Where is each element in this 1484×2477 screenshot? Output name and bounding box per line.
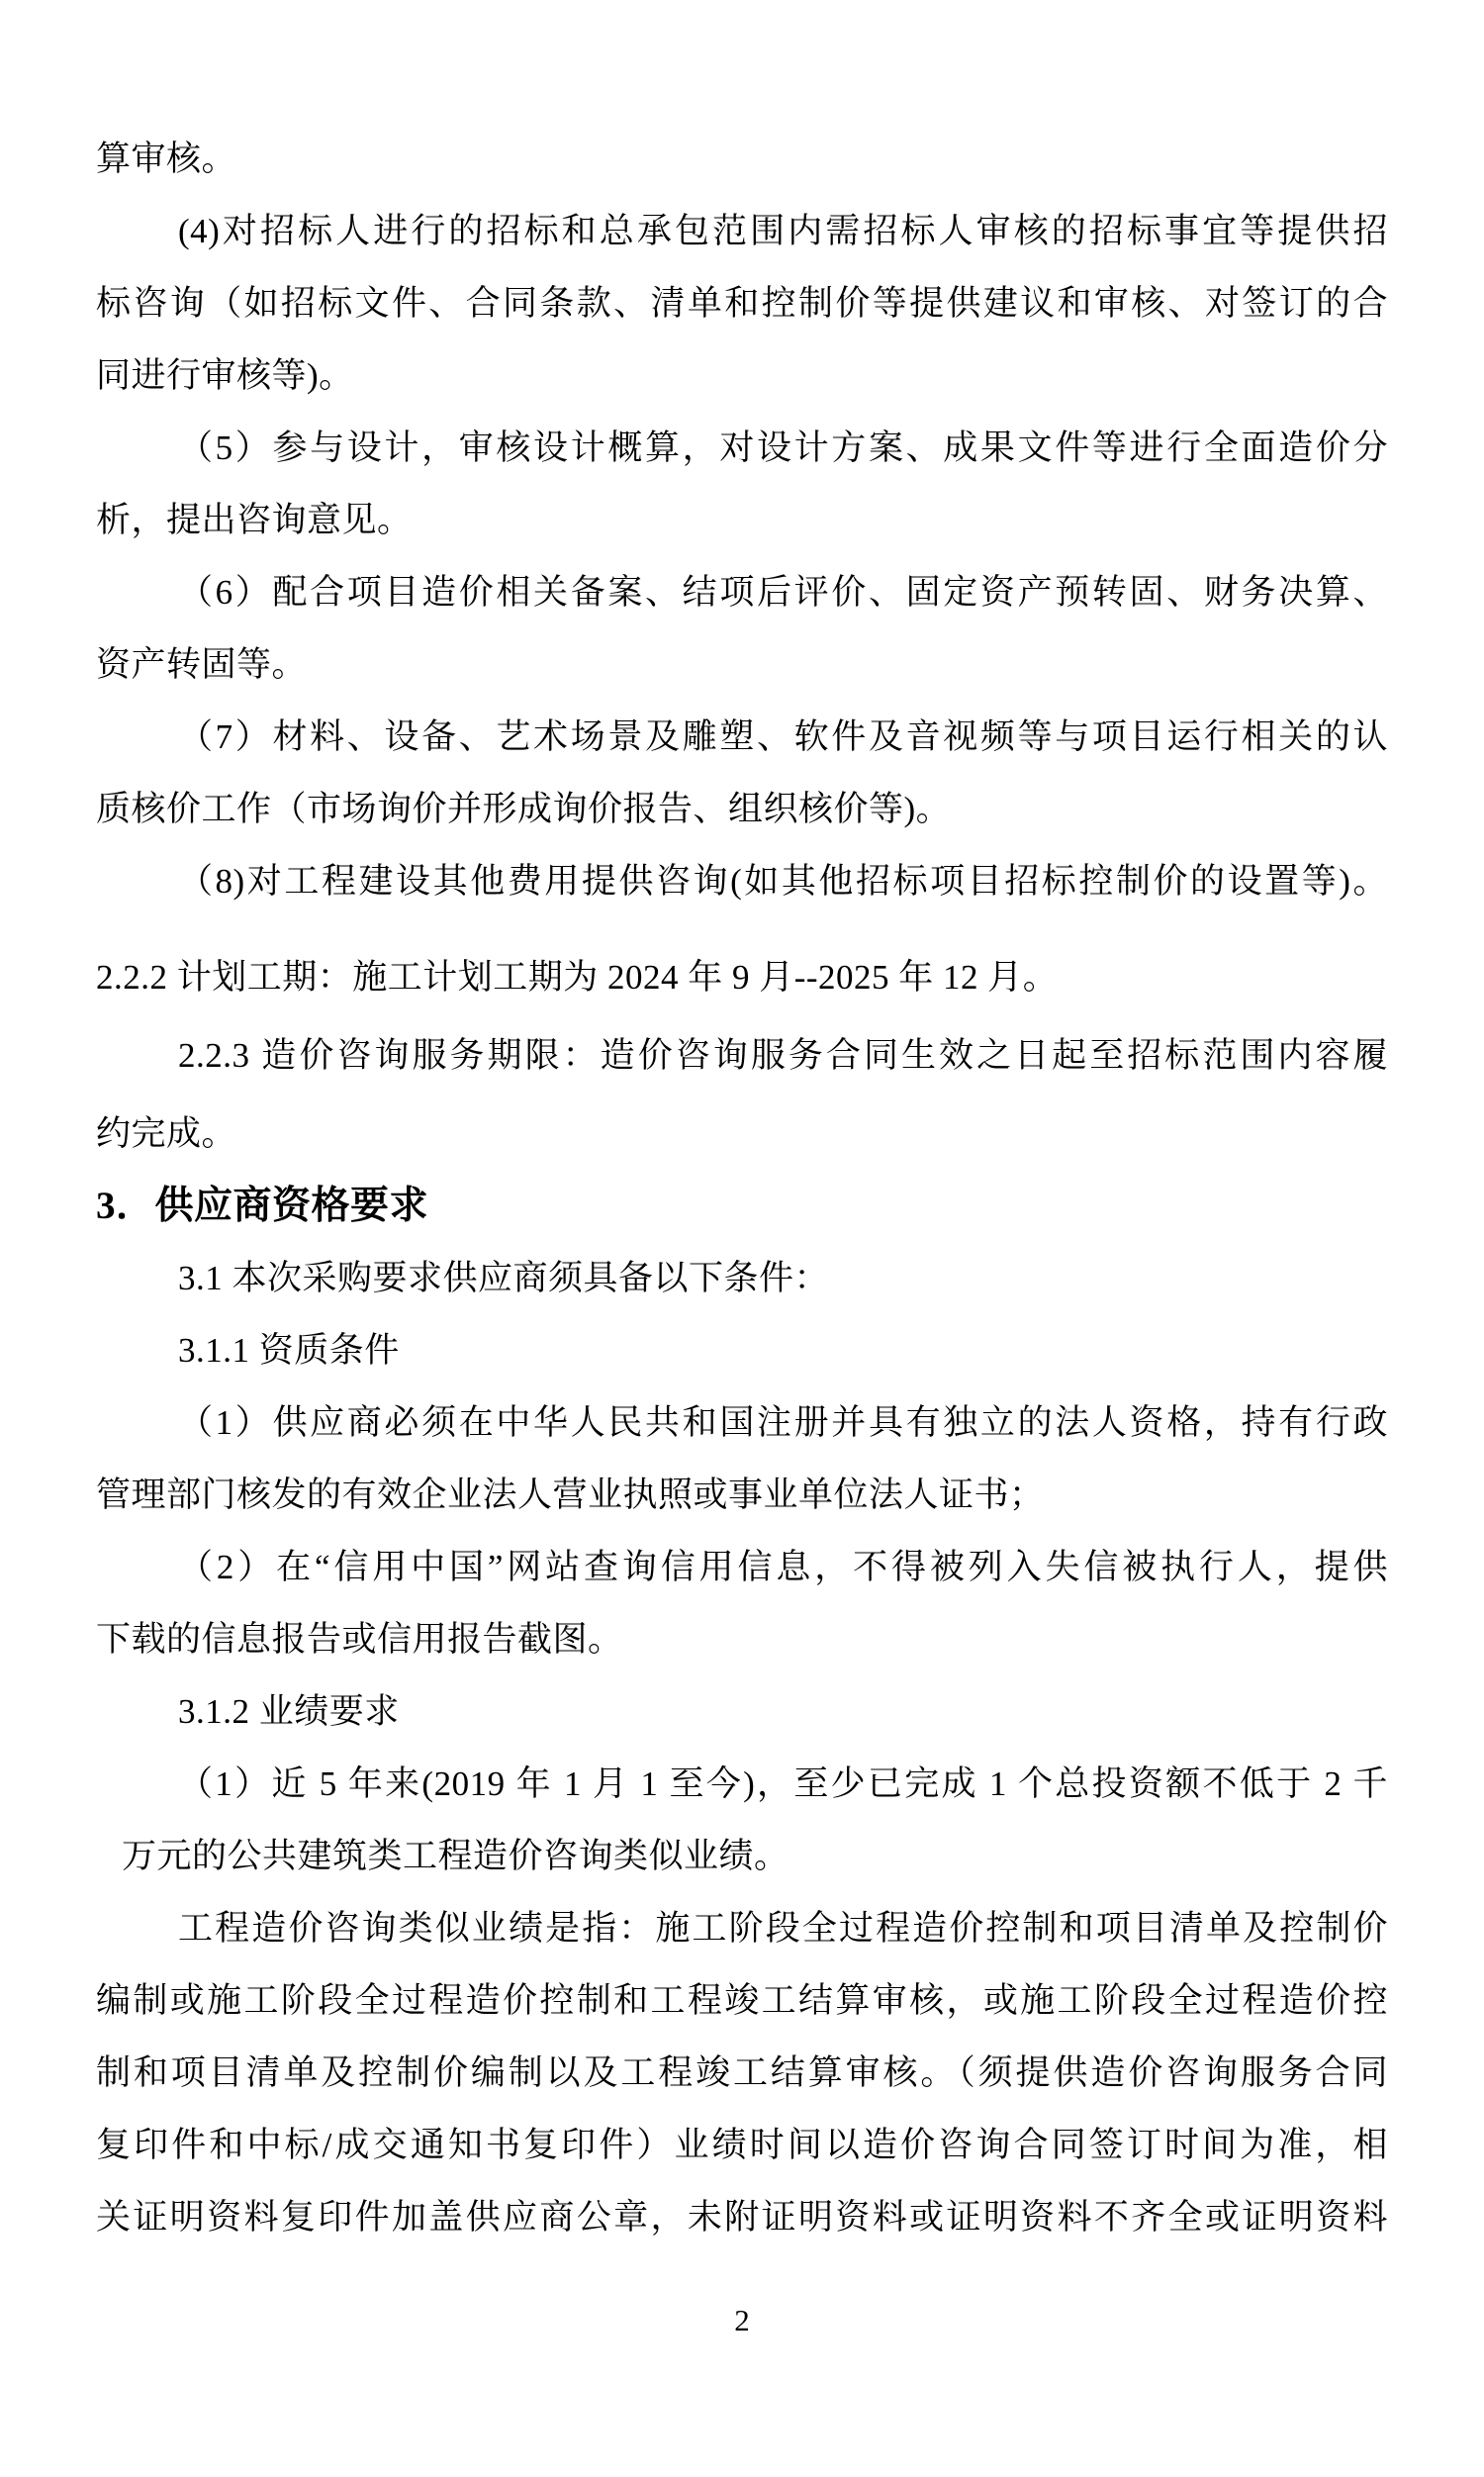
text-line: 制和项目清单及控制价编制以及工程竣工结算审核。（须提供造价咨询服务合同 <box>96 2053 1388 2092</box>
text-line: 下载的信息报告或信用报告截图。 <box>96 1620 623 1659</box>
page-content <box>96 123 1388 2253</box>
text-line: （8)对工程建设其他费用提供咨询(如其他招标项目招标控制价的设置等)。 <box>178 862 1388 901</box>
text-line: （1）供应商必须在中华人民共和国注册并具有独立的法人资格，持有行政 <box>178 1403 1388 1442</box>
clause-3-1-1: 3.1.1 资质条件 <box>178 1331 400 1370</box>
text-line: 编制或施工阶段全过程造价控制和工程竣工结算审核，或施工阶段全过程造价控 <box>96 1981 1388 2020</box>
text-line: 质核价工作（市场询价并形成询价报告、组织核价等)。 <box>96 790 952 828</box>
text-line: 复印件和中标/成交通知书复印件）业绩时间以造价咨询合同签订时间为准，相 <box>96 2126 1388 2164</box>
text-line: 算审核。 <box>96 140 237 178</box>
text-line: 析，提出咨询意见。 <box>96 501 413 539</box>
text-line: （1）近 5 年来(2019 年 1 月 1 至今)，至少已完成 1 个总投资额不低于 2 千 <box>178 1764 1388 1803</box>
text-line: 管理部门核发的有效企业法人营业执照或事业单位法人证书； <box>96 1476 1045 1514</box>
text-line: (4)对招标人进行的招标和总承包范围内需招标人审核的招标事宜等提供招 <box>178 212 1388 250</box>
text-line: （5）参与设计，审核设计概算，对设计方案、成果文件等进行全面造价分 <box>178 429 1388 467</box>
text-line: （6）配合项目造价相关备案、结项后评价、固定资产预转固、财务决算、 <box>178 573 1388 612</box>
clause-3-1-2: 3.1.2 业绩要求 <box>178 1692 400 1731</box>
clause-3-1: 3.1 本次采购要求供应商须具备以下条件： <box>178 1259 830 1297</box>
text-line: （7）材料、设备、艺术场景及雕塑、软件及音视频等与项目运行相关的认 <box>178 717 1388 756</box>
text-line: 同进行审核等)。 <box>96 356 354 395</box>
text-line: 工程造价咨询类似业绩是指：施工阶段全过程造价控制和项目清单及控制价 <box>178 1909 1388 1948</box>
clause-2-2-3: 2.2.3 造价咨询服务期限：造价咨询服务合同生效之日起至招标范围内容履 <box>178 1036 1388 1075</box>
text-line: 万元的公共建筑类工程造价咨询类似业绩。 <box>122 1837 789 1875</box>
page-number: 2 <box>734 2303 750 2337</box>
clause-2-2-2: 2.2.2 计划工期：施工计划工期为 2024 年 9 月--2025 年 12 月。 <box>96 958 1059 997</box>
text-line: 资产转固等。 <box>96 645 308 684</box>
text-line: 关证明资料复印件加盖供应商公章，未附证明资料或证明资料不齐全或证明资料 <box>96 2198 1388 2237</box>
text-line: 约完成。 <box>96 1114 237 1153</box>
text-line: 标咨询（如招标文件、合同条款、清单和控制价等提供建议和审核、对签订的合 <box>96 284 1388 323</box>
section-heading-3: 3．供应商资格要求 <box>96 1185 429 1227</box>
text-line: （2）在“信用中国”网站查询信用信息，不得被列入失信被执行人，提供 <box>178 1548 1388 1586</box>
